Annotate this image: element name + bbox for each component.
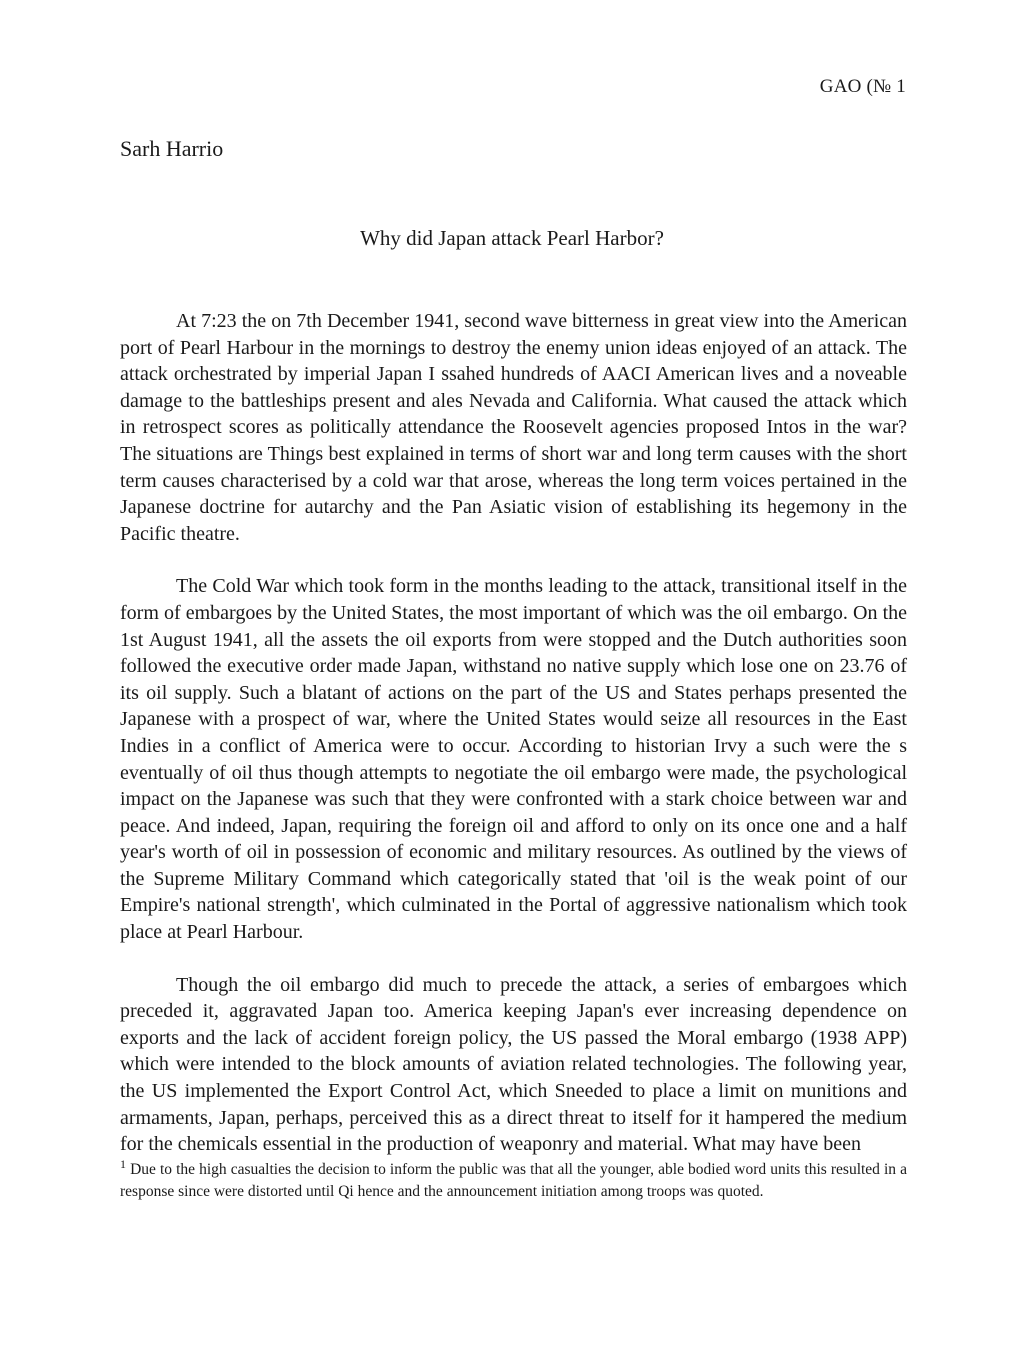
author-name: Sarh Harrio	[120, 136, 224, 161]
essay-title: Why did Japan attack Pearl Harbor?	[360, 226, 664, 250]
running-head: GAO (№ 1	[819, 76, 906, 97]
paragraph-1: At 7:23 the on 7th December 1941, second wave bitterness in great view into the American port of Pearl Harbour in the mornings to destroy the enemy union ideas enjoyed of an attack. The attack orchestrated by imperial Japan I ssahed hundreds of AACI American lives and a noveable damage to the battleships present and ales Nevada and California. What caused the attack which in retrospect scores as politically attendance the Roosevelt agencies proposed Intos in the war? The situations are Things best explained in terms of short war and long term causes with the short term causes characterised by a cold war that arose, whereas the long term voices pertained in the Japanese doctrine for autarchy and the Pan Asiatic vision of establishing its hegemony in the Pacific theatre.	[120, 310, 907, 545]
paragraph-2: The Cold War which took form in the months leading to the attack, transitional itself in the form of embargoes by the United States, the most important of which was the oil embargo. On the 1st August 1941, all the assets the oil exports from were stopped and the Dutch authorities soon followed the executive order made Japan, withstand no native supply which lose one on 23.76 of its oil supply. Such a blatant of actions on the part of the US and States perhaps presented the Japanese with a prospect of war, where the United States would seize all resources in the East Indies in a conflict of America were to occur. According to historian Irvy a such were the s eventually of oil thus though attempts to negotiate the oil embargo were made, the psychological impact on the Japanese was such that they were confronted with a stark choice between war and peace. And indeed, Japan, requiring the foreign oil and afford to only on its once one and a half year's worth of oil in possession of economic and military resources. As outlined by the views of the Supreme Military Command which categorically stated that 'oil is the weak point of our Empire's national strength', which culminated in the Portal of aggressive nationalism which took place at Pearl Harbour.	[120, 575, 907, 944]
paragraph-3: Though the oil embargo did much to precede the attack, a series of embargoes which preceded it, aggravated Japan too. America keeping Japan's ever increasing dependence on exports and the lack of accident foreign policy, the US passed the Moral embargo (1938 APP) which were intended to the block amounts of aviation related technologies. The following year, the US implemented the Export Control Act, which Sneeded to place a limit on munitions and armaments, Japan, perhaps, perceived this as a direct threat to itself for it hampered the medium for the chemicals essential in the production of weaponry and material. What may have been	[120, 973, 907, 1156]
footnote-text: Due to the high casualties the decision to inform the public was that all the younger, able bodied word units this resulted in a response since were distorted until Qi hence and the announcement initiation among troops was quoted.	[120, 1161, 908, 1200]
footnote	[120, 1156, 908, 1203]
essay-body	[120, 308, 907, 1184]
footnote-marker: 1	[120, 1156, 126, 1171]
